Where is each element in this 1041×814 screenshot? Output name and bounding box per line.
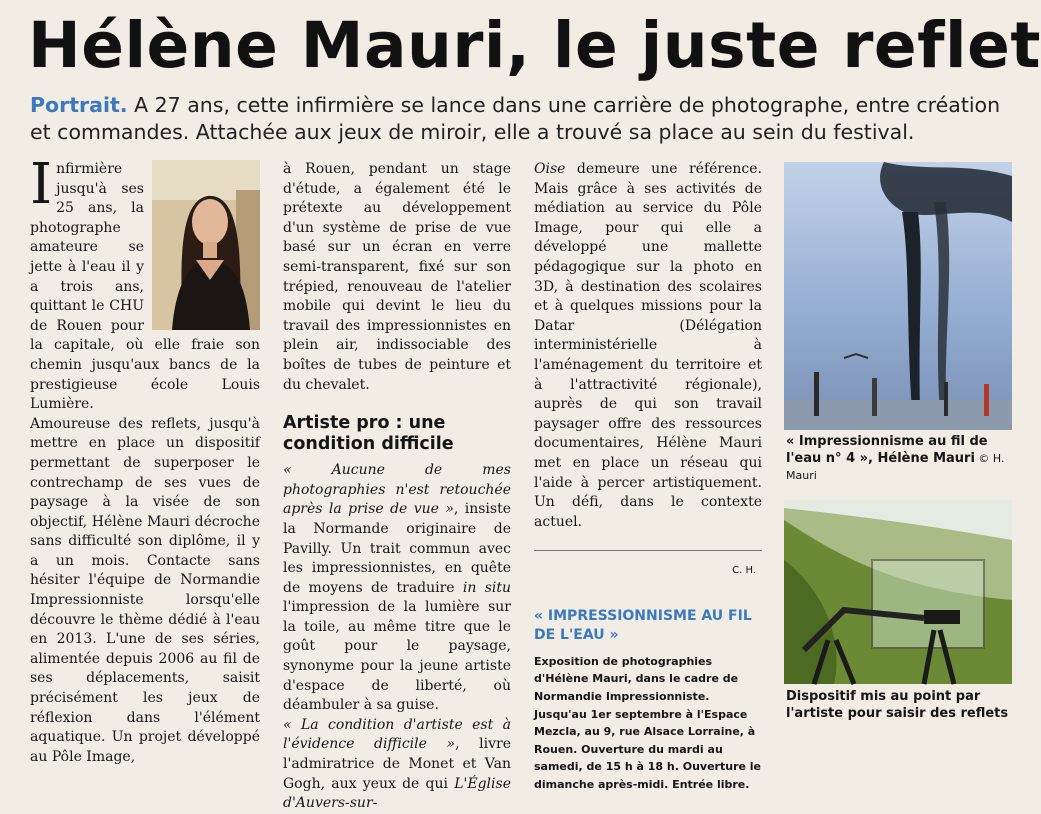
- portrait-photo: [152, 160, 260, 330]
- quote-1: « Aucune de mes photographies n'est retouchée après la prise de vue »: [283, 462, 511, 518]
- photo-caption-1: [786, 433, 1016, 484]
- lede: [30, 92, 1005, 146]
- author-signature: C. H.: [732, 565, 756, 577]
- exhibition-title: « IMPRESSIONNISME AU FIL DE L'EAU »: [534, 607, 752, 643]
- subheading: Artiste pro : une condition difficile: [283, 413, 454, 455]
- article-column-3: [534, 160, 762, 794]
- reflection-illustration: [784, 162, 1012, 430]
- paragraph-reflets: Amoureuse des reflets, jusqu'à mettre en place un dispositif permettant de superposer le contrechamp de ses vues de paysage à la visée de son objectif, Hélène Mauri décroche sans difficulté son diplôme, il y a un mois. Contacte sans hésiter l'équipe de Normandie Impressionniste lorsqu'elle découvre le thème dédié à l'eau en 2013. L'une de ses séries, alimentée depuis 2006 au fil de ses déplacements, saisit précisément les jeux de réflexion dans l'élément aquatique. Un projet développé au Pôle Image,: [30, 415, 260, 765]
- device-photo: [784, 500, 1012, 684]
- photo-credit: © H. Mauri: [786, 452, 1005, 482]
- reflection-photo: [784, 162, 1012, 430]
- article-column-2: [283, 160, 511, 814]
- quote-2: « La condition d'artiste est à l'évidence difficile »: [283, 716, 511, 753]
- portrait-illustration: [152, 160, 260, 330]
- paragraph-stage: à Rouen, pendant un stage d'étude, a également été le prétexte au développement d'un système de prise de vue basé sur un écran en verre semi-transparent, fixé sur son trépied, renouveau de l'atelier mobile qui devint le lieu du travail des impressionnistes en plein air, indissociable des boîtes de tubes de peinture et du chevalet.: [283, 161, 511, 393]
- paragraph-intro-text: nfirmière jusqu'à ses 25 ans, la photographe amateure se jette à l'eau il y a trois ans, quittant le CHU de Rouen pour la capitale, où elle fraie son chemin jusqu'aux bancs de la prestigieuse école Louis Lumière.: [30, 161, 260, 413]
- paragraph-quote-1: [283, 461, 511, 716]
- in-situ: in situ: [462, 579, 512, 596]
- oise-title: Oise: [534, 161, 566, 177]
- paragraph-mediation: [534, 160, 762, 532]
- paragraph-quote-1-text-b: l'impression de la lumière sur la toile, au même titre que le goût pour le paysage, synonyme pour la jeune artiste d'espace de liberté, où déambuler à sa guise.: [283, 599, 511, 714]
- photo-caption-1-text: « Impressionnisme au fil de l'eau n° 4 », Hélène Mauri: [786, 434, 988, 466]
- paragraph-quote-1-text-a: , insiste la Normande originaire de Pavilly. Un trait commun avec les impressionnistes, en quête de moyens de traduire: [283, 501, 512, 596]
- exhibition-details: Exposition de photographies d'Hélène Mauri, dans le cadre de Normandie Impressionniste. Jusqu'au 1er septembre à l'Espace Mezcla, au 9, rue Alsace Lorraine, à Rouen. Ouverture du mardi au samedi, de 15 h à 18 h. Ouverture le dimanche après-midi. Entrée libre.: [534, 654, 762, 792]
- drop-cap: I: [30, 152, 53, 217]
- paragraph-quote-2-text: , livre l'admiratrice de Monet et Van Gogh, aux yeux de qui: [283, 736, 511, 792]
- headline: Hélène Mauri, le juste reflet: [28, 9, 1041, 82]
- lede-text: A 27 ans, cette infirmière se lance dans une carrière de photographe, entre création et commandes. Attachée aux jeux de miroir, elle a trouvé sa place au sein du festival.: [30, 93, 1001, 144]
- divider: [534, 550, 762, 551]
- photo-caption-2: Dispositif mis au point par l'artiste pour saisir des reflets: [786, 689, 1009, 721]
- paragraph-quote-2: [283, 716, 511, 814]
- paragraph-mediation-text: demeure une référence. Mais grâce à ses activités de médiation au service du Pôle Image, pour qui elle a développé une mallette pédagogique sur la photo en 3D, à destination des scolaires et à quelques missions pour la Datar (Délégation interministérielle à l'aménagement du territoire et à l'attractivité régionale), auprès de qui son travail paysager offre des ressources documentaires, Hélène Mauri met en place un réseau qui l'aide à percer artistiquement. Un défi, dans le contexte actuel.: [534, 161, 762, 530]
- device-illustration: [784, 500, 1012, 684]
- article-column-1: [30, 152, 260, 767]
- eglise-title: L'Église d'Auvers-sur-: [283, 775, 511, 812]
- lede-kicker: Portrait.: [30, 93, 128, 117]
